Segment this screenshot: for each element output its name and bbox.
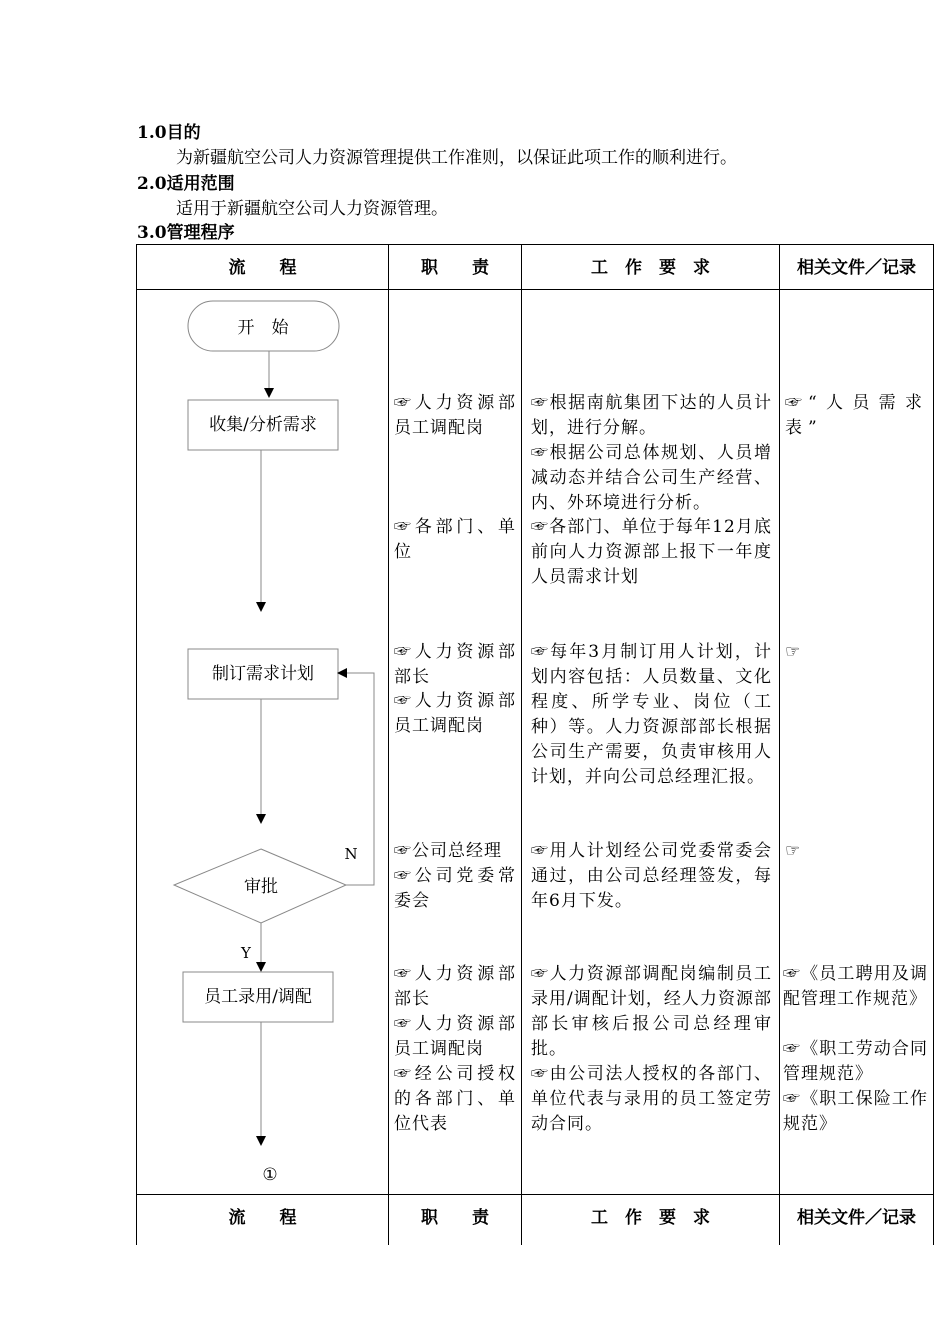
req-row1-c: ☞各部门、单位于每年12月底前向人力资源部上报下一年度人员需求计划 xyxy=(531,517,772,587)
header-flow: 流 程 xyxy=(228,258,297,278)
step-hire-deploy-label: 员工录用/调配 xyxy=(204,987,312,1007)
header-duty-repeat: 职 责 xyxy=(421,1208,489,1228)
duty-row3-b: ☞公司党委常委会 xyxy=(394,866,516,911)
header-docs-repeat: 相关文件／记录 xyxy=(797,1208,916,1228)
step-make-plan-label: 制订需求计划 xyxy=(212,664,314,684)
purpose-text: 为新疆航空公司人力资源管理提供工作准则，以保证此项工作的顺利进行。 xyxy=(176,148,737,168)
heading-purpose: 1.0目的 xyxy=(137,123,201,143)
scope-text: 适用于新疆航空公司人力资源管理。 xyxy=(176,199,448,219)
header-requirements: 工 作 要 求 xyxy=(591,258,710,278)
docs-row4-a: ☞《员工聘用及调配管理工作规范》 xyxy=(783,964,928,1009)
connector-symbol: ① xyxy=(262,1165,278,1185)
duty-row4-b: ☞人力资源部员工调配岗 xyxy=(394,1014,516,1059)
docs-row4-b: ☞《职工劳动合同管理规范》 xyxy=(783,1039,928,1084)
req-row3: ☞用人计划经公司党委常委会通过，由公司总经理签发，每年6月下发。 xyxy=(531,841,772,911)
duty-row1-a: ☞人力资源部员工调配岗 xyxy=(394,393,516,438)
req-row2: ☞每年3月制订用人计划，计划内容包括：人员数量、文化程度、所学专业、岗位（工种）等。人力资源部部长根据公司生产需要，负责审核用人计划，并向公司总经理汇报。 xyxy=(531,642,772,787)
header-duty: 职 责 xyxy=(421,258,489,278)
step-collect-analyze-label: 收集/分析需求 xyxy=(209,415,317,435)
start-label: 开 始 xyxy=(237,318,289,338)
docs-row4-c: ☞《职工保险工作规范》 xyxy=(783,1089,928,1134)
docs-row2: ☞ xyxy=(785,642,802,662)
flowchart xyxy=(137,245,388,1194)
duty-row2-a: ☞人力资源部部长 xyxy=(394,642,516,687)
req-row4-b: ☞由公司法人授权的各部门、单位代表与录用的员工签定劳动合同。 xyxy=(531,1064,772,1134)
no-label: N xyxy=(344,845,358,863)
req-row1-a: ☞根据南航集团下达的人员计划，进行分解。 xyxy=(531,393,772,438)
req-row4-a: ☞人力资源部调配岗编制员工录用/调配计划，经人力资源部部长审核后报公司总经理审批。 xyxy=(531,964,772,1059)
procedure-table xyxy=(136,244,934,1245)
header-requirements-repeat: 工 作 要 求 xyxy=(591,1208,710,1228)
heading-procedure: 3.0管理程序 xyxy=(137,223,235,243)
header-flow-repeat: 流 程 xyxy=(228,1208,297,1228)
duty-row4-c: ☞经公司授权的各部门、单位代表 xyxy=(394,1064,516,1134)
heading-scope: 2.0适用范围 xyxy=(137,174,235,194)
docs-row1: ☞“人员需求表” xyxy=(785,393,928,438)
req-row1-b: ☞根据公司总体规划、人员增减动态并结合公司生产经营、内、外环境进行分析。 xyxy=(531,443,772,513)
decision-approval-label: 审批 xyxy=(244,877,278,897)
duty-row2-b: ☞人力资源部员工调配岗 xyxy=(394,691,516,736)
header-docs: 相关文件／记录 xyxy=(797,258,916,278)
docs-row3: ☞ xyxy=(785,841,802,861)
duty-row4-a: ☞人力资源部部长 xyxy=(394,964,516,1009)
yes-label: Y xyxy=(241,944,251,962)
duty-row1-b: ☞各部门、单位 xyxy=(394,517,516,562)
duty-row3-a: ☞公司总经理 xyxy=(394,841,502,861)
